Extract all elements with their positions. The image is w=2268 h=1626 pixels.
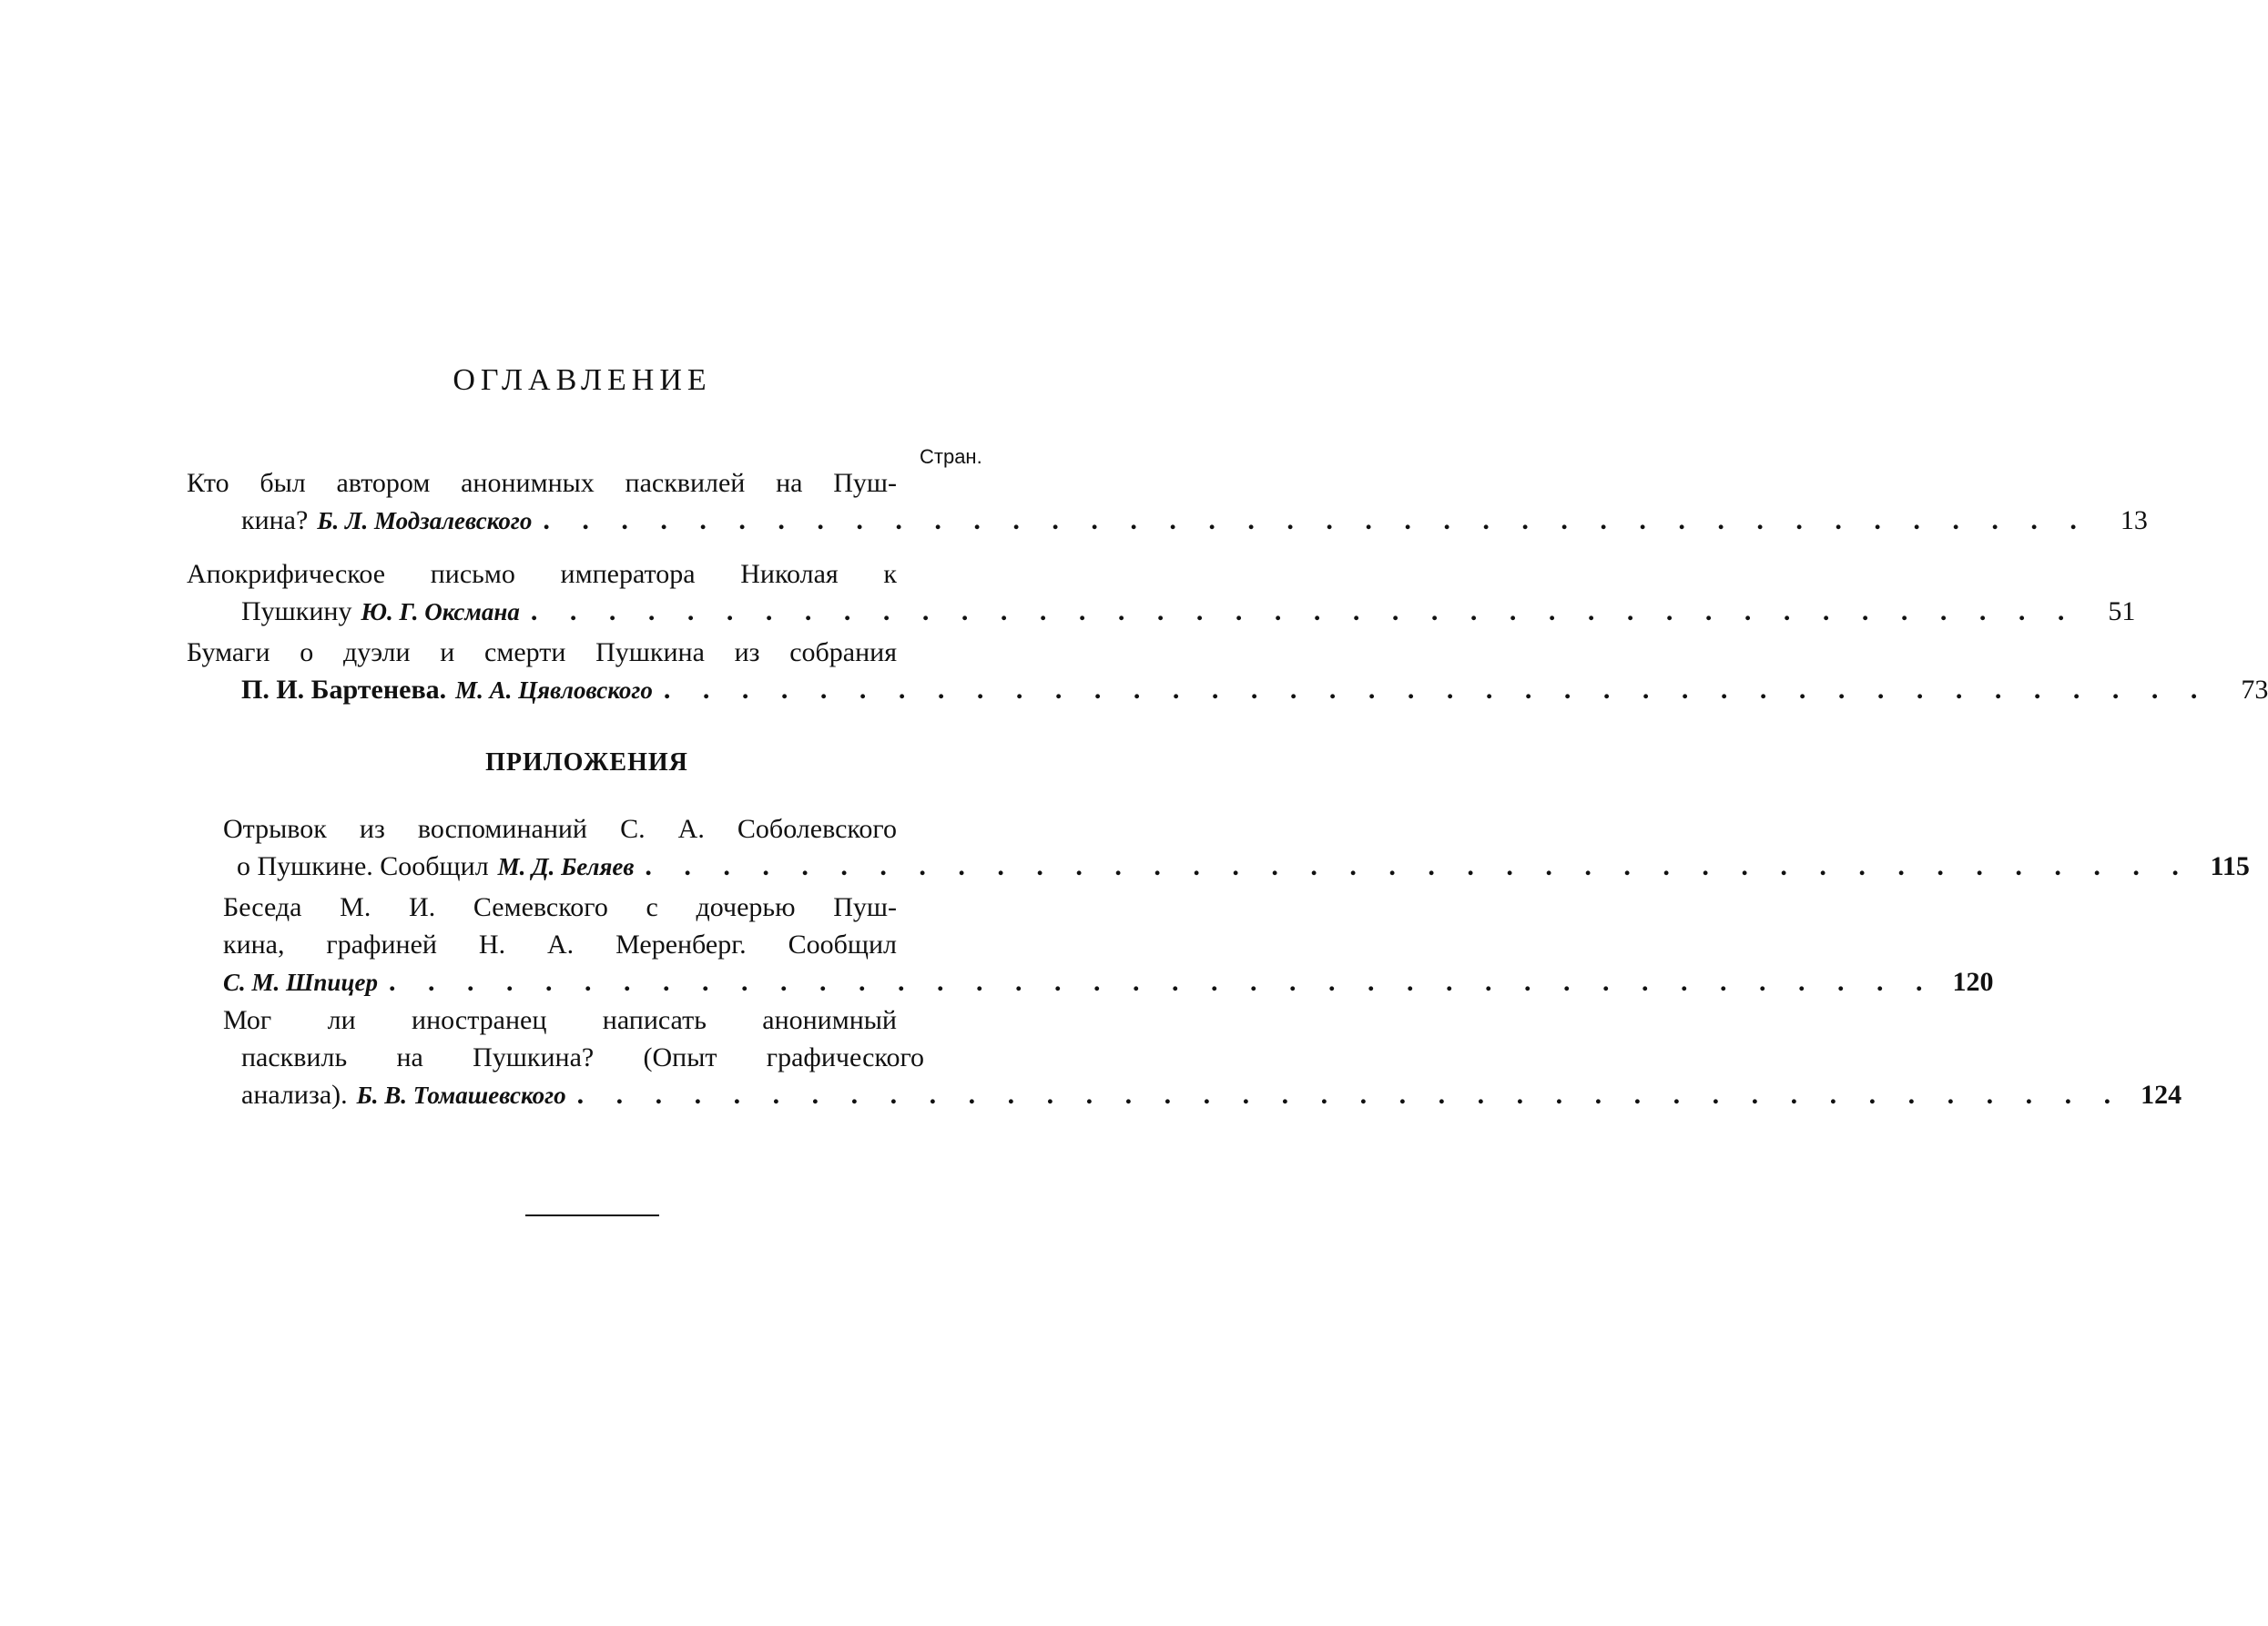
entry-last-line xyxy=(187,671,2268,708)
entry-author: С. М. Шпицер xyxy=(223,969,378,996)
entry-title-end: анализа). xyxy=(241,1080,348,1110)
toc-entry xyxy=(187,634,2268,708)
entry-page-number: 120 xyxy=(1952,967,1994,997)
dot-leader: . . . . . . . . . . . . . . . . . . . . . . . . . . . . . . . . . . . . . . . . xyxy=(530,596,2078,626)
appendix-title: ПРИЛОЖЕНИЯ xyxy=(485,748,688,777)
appendix-entry xyxy=(223,810,2250,885)
dot-leader: . . . . . . . . . . . . . . . . . . . . . . . . . . . . . . . . . . . . . . . . xyxy=(543,505,2090,535)
page-column-header: Стран. xyxy=(920,445,982,468)
entry-title-line: Апокрифическое письмо императора Николая к xyxy=(187,559,897,589)
appendix-entry xyxy=(223,889,1994,1001)
entry-title-line: Кто был автором анонимных пасквилей на Пуш- xyxy=(187,468,897,498)
entry-last-line xyxy=(187,502,2148,539)
entry-page-number: 115 xyxy=(2210,851,2250,881)
entry-page-number: 51 xyxy=(2108,596,2136,626)
closing-rule xyxy=(525,1214,659,1216)
entry-last-line xyxy=(223,963,1994,1001)
toc-entry xyxy=(187,464,2148,539)
entry-last-line xyxy=(223,848,2250,885)
entry-title-line: пасквиль на Пушкина? (Опыт графического xyxy=(241,1042,924,1072)
entry-author: Б. В. Томашевского xyxy=(356,1082,566,1109)
entry-title-line: Беседа М. И. Семевского с дочерью Пуш- xyxy=(223,892,897,922)
appendix-entry xyxy=(223,1001,2182,1113)
entry-title-line: кина, графиней Н. А. Меренберг. Сообщил xyxy=(223,930,897,960)
entry-title-end: о Пушкине. Сообщил xyxy=(237,851,489,881)
entry-title-end: П. И. Бартенева. xyxy=(241,675,447,705)
entry-title-line: Мог ли иностранец написать анонимный xyxy=(223,1005,897,1035)
dot-leader: . . . . . . . . . . . . . . . . . . . . . . . . . . . . . . . . . . . . . . . . xyxy=(663,675,2211,705)
entry-author: Ю. Г. Оксмана xyxy=(361,598,520,625)
entry-author: Б. Л. Модзалевского xyxy=(317,507,533,534)
dot-leader: . . . . . . . . . . . . . . . . . . . . . . . . . . . . . . . . . . . . . . . . xyxy=(576,1080,2124,1110)
entry-page-number: 13 xyxy=(2120,505,2148,535)
dot-leader: . . . . . . . . . . . . . . . . . . . . . . . . . . . . . . . . . . . . . . . . xyxy=(645,851,2192,881)
entry-title-end: кина? xyxy=(241,505,309,535)
toc-entry xyxy=(187,555,2136,630)
entry-title-line: Отрывок из воспоминаний С. А. Соболевского xyxy=(223,814,897,844)
entry-author: М. Д. Беляев xyxy=(497,853,635,880)
entry-last-line xyxy=(223,1076,2182,1113)
page-title: ОГЛАВЛЕНИЕ xyxy=(453,363,712,397)
dot-leader: . . . . . . . . . . . . . . . . . . . . . . . . . . . . . . . . . . . . . . . . xyxy=(388,967,1936,997)
entry-title-end: Пушкину xyxy=(241,596,352,626)
entry-last-line xyxy=(187,593,2136,630)
entry-page-number: 124 xyxy=(2141,1080,2182,1110)
entry-author: М. А. Цявловского xyxy=(455,676,653,704)
entry-title-line: Бумаги о дуэли и смерти Пушкина из собрания xyxy=(187,637,897,667)
entry-page-number: 73 xyxy=(2241,675,2268,705)
